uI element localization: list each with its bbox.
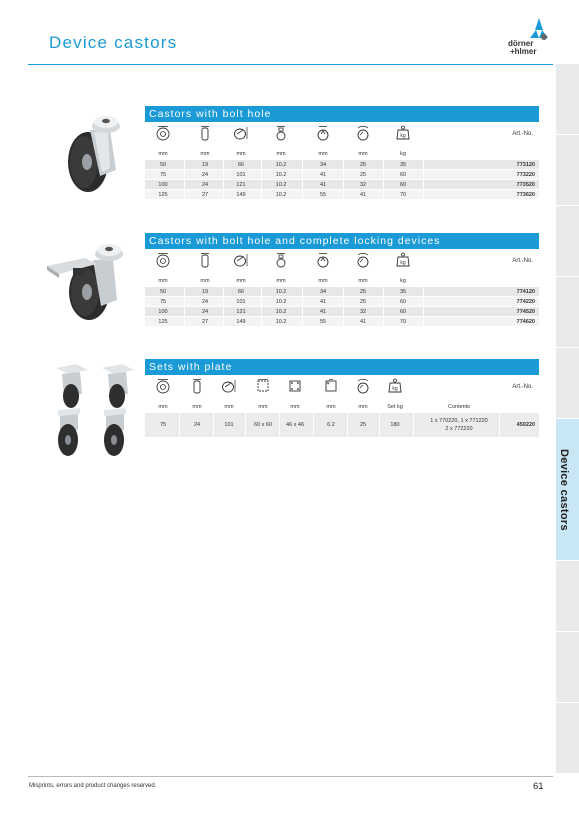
divider (343, 317, 344, 326)
svg-text:kg: kg (400, 133, 406, 139)
divider (383, 180, 384, 189)
article-number: 774120 (516, 289, 535, 295)
contents-line-2: 2 x 772220 (445, 426, 473, 432)
total-height-icon (233, 252, 249, 268)
side-tab-2[interactable] (556, 135, 579, 206)
divider (343, 180, 344, 189)
unit-radius: mm (358, 404, 368, 410)
divider (383, 317, 384, 326)
section-bolt-hole-locking (145, 233, 539, 327)
wheel-diameter-icon (155, 125, 171, 141)
divider (383, 170, 384, 179)
unit-load: kg (400, 151, 406, 157)
art-no-label: Art.-No. (512, 131, 533, 137)
cell: 10.2 (275, 162, 287, 168)
cell: 125 (158, 319, 168, 325)
cell: 10.2 (275, 289, 287, 295)
side-tab-9[interactable] (556, 703, 579, 774)
article-number: 450220 (516, 422, 535, 428)
castor-bolt-hole-photo (60, 110, 132, 196)
side-tab-7[interactable] (556, 561, 579, 632)
divider (261, 180, 262, 189)
table-row (145, 170, 539, 180)
divider (343, 297, 344, 306)
unit-offset: mm (318, 278, 328, 284)
wheel-diameter-icon (155, 378, 171, 394)
unit-radius: mm (358, 278, 368, 284)
cell: 25 (359, 422, 367, 428)
divider (184, 317, 185, 326)
cell: 100 (158, 309, 168, 315)
divider (261, 287, 262, 296)
art-no-label: Art.-No. (512, 258, 533, 264)
footer-rule (28, 776, 553, 777)
divider (302, 180, 303, 189)
divider (184, 307, 185, 316)
section-sets-with-plate (145, 359, 539, 437)
divider (423, 160, 424, 169)
cell: 60 (399, 182, 407, 188)
unit-diameter: mm (158, 278, 168, 284)
unit-plate: mm (258, 404, 268, 410)
divider (423, 180, 424, 189)
svg-text:kg: kg (392, 386, 398, 392)
divider (223, 297, 224, 306)
cell: 50 (159, 162, 167, 168)
bolt-hole-icon (273, 125, 289, 141)
bolt-hole-size-icon (323, 378, 339, 394)
article-number: 773620 (516, 192, 535, 198)
cell: 50 (159, 289, 167, 295)
offset-icon (315, 125, 331, 141)
cell: 10.2 (275, 172, 287, 178)
cell: 10.2 (275, 319, 287, 325)
cell: 24 (201, 172, 209, 178)
cell: 32 (359, 309, 367, 315)
wheel-diameter-icon (155, 252, 171, 268)
divider (184, 297, 185, 306)
divider (223, 287, 224, 296)
divider (302, 170, 303, 179)
divider (223, 307, 224, 316)
cell: 66 (237, 289, 245, 295)
icon-header-row (145, 249, 539, 276)
divider (261, 297, 262, 306)
divider (343, 287, 344, 296)
cell: 60 (399, 309, 407, 315)
cell: 25 (359, 162, 367, 168)
cell: 149 (236, 192, 246, 198)
cell: 121 (236, 182, 246, 188)
divider (261, 317, 262, 326)
wheel-width-icon (197, 125, 213, 141)
unit-load: kg (400, 278, 406, 284)
unit-diameter: mm (158, 404, 168, 410)
cell: 101 (236, 299, 246, 305)
art-no-label: Art.-No. (512, 384, 533, 390)
icon-header-row (145, 122, 539, 149)
contents-cell (421, 417, 497, 433)
cell: 60 (399, 299, 407, 305)
divider (383, 190, 384, 199)
divider (413, 413, 414, 437)
article-number: 773520 (516, 182, 535, 188)
side-tab-1[interactable] (556, 64, 579, 135)
cell: 41 (359, 192, 367, 198)
logo-line-2: +hlmer (510, 47, 537, 56)
cell: 24 (201, 299, 209, 305)
page-number: 61 (533, 781, 544, 792)
unit-bolt-hole: mm (326, 404, 336, 410)
table-row (145, 307, 539, 317)
side-tab-5[interactable] (556, 348, 579, 419)
icon-header-row (145, 375, 539, 402)
divider (423, 190, 424, 199)
section-bolt-hole (145, 106, 539, 200)
article-number: 773120 (516, 162, 535, 168)
cell: 75 (159, 172, 167, 178)
cell: 60 x 60 (253, 422, 273, 428)
cell: 24 (201, 182, 209, 188)
unit-hole-spacing: mm (290, 404, 300, 410)
divider (184, 190, 185, 199)
cell: 34 (319, 289, 327, 295)
divider (302, 317, 303, 326)
cell: 60 (399, 172, 407, 178)
cell: 70 (399, 319, 407, 325)
divider (261, 170, 262, 179)
footer-disclaimer: Misprints, errors and product changes reserved. (29, 783, 157, 789)
divider (343, 307, 344, 316)
table-row (145, 180, 539, 190)
sets-with-plate-photo (50, 362, 140, 458)
divider (383, 297, 384, 306)
cell: 101 (236, 172, 246, 178)
unit-height: mm (224, 404, 234, 410)
cell: 19 (201, 162, 209, 168)
divider (302, 297, 303, 306)
divider (261, 190, 262, 199)
table-row (145, 317, 539, 327)
swivel-radius-icon (355, 125, 371, 141)
set-load-capacity-icon (387, 378, 403, 394)
divider (343, 160, 344, 169)
cell: 101 (224, 422, 234, 428)
total-height-icon (221, 378, 237, 394)
unit-width: mm (200, 151, 210, 157)
divider (499, 413, 500, 437)
cell: 10.2 (275, 182, 287, 188)
unit-width: mm (200, 278, 210, 284)
cell: 10.2 (275, 309, 287, 315)
divider (302, 307, 303, 316)
divider (423, 317, 424, 326)
brand-logo (500, 18, 552, 62)
divider (223, 180, 224, 189)
divider (184, 170, 185, 179)
cell: 25 (359, 299, 367, 305)
unit-contents: Contents (447, 404, 470, 410)
unit-height: mm (236, 278, 246, 284)
section-title: Castors with bolt hole (145, 106, 539, 122)
cell: 10.2 (275, 299, 287, 305)
table-row (145, 190, 539, 200)
load-capacity-icon (395, 252, 411, 268)
divider (223, 317, 224, 326)
cell: 35 (399, 162, 407, 168)
cell: 24 (201, 309, 209, 315)
divider (223, 190, 224, 199)
section-title: Sets with plate (145, 359, 539, 375)
cell: 125 (158, 192, 168, 198)
cell: 6.2 (327, 422, 335, 428)
wheel-width-icon (189, 378, 205, 394)
divider (423, 297, 424, 306)
logo-line-1: dörner (508, 39, 534, 48)
divider (223, 160, 224, 169)
section-title: Castors with bolt hole and complete locking devices (145, 233, 539, 249)
divider (423, 287, 424, 296)
unit-set-load: Set kg (387, 404, 403, 410)
units-row (145, 149, 539, 160)
unit-offset: mm (318, 151, 328, 157)
cell: 75 (159, 422, 167, 428)
cell: 70 (399, 192, 407, 198)
cell: 46 x 46 (285, 422, 305, 428)
divider (302, 287, 303, 296)
side-tab-4[interactable] (556, 277, 579, 348)
divider (383, 307, 384, 316)
cell: 149 (236, 319, 246, 325)
offset-icon (315, 252, 331, 268)
divider (383, 287, 384, 296)
cell: 24 (193, 422, 201, 428)
cell: 41 (319, 309, 327, 315)
article-number: 774220 (516, 299, 535, 305)
cell: 41 (319, 172, 327, 178)
article-number: 774520 (516, 309, 535, 315)
header-rule (28, 64, 553, 65)
cell: 41 (319, 182, 327, 188)
page-title: Device castors (49, 33, 178, 52)
table-row (145, 297, 539, 307)
unit-diameter: mm (158, 151, 168, 157)
divider (184, 287, 185, 296)
cell: 66 (237, 162, 245, 168)
cell: 55 (319, 319, 327, 325)
unit-radius: mm (358, 151, 368, 157)
divider (343, 170, 344, 179)
article-number: 773220 (516, 172, 535, 178)
load-capacity-icon (395, 125, 411, 141)
contents-line-1: 1 x 770220, 1 x 771220 (430, 418, 488, 424)
divider (261, 307, 262, 316)
divider (302, 190, 303, 199)
side-tab-strip (556, 64, 579, 744)
unit-width: mm (192, 404, 202, 410)
side-tab-device-castors[interactable] (556, 419, 579, 561)
castor-locking-photo (45, 238, 137, 324)
units-row (145, 402, 539, 413)
side-tab-label: Device castors (558, 449, 570, 531)
cell: 10.2 (275, 192, 287, 198)
wheel-width-icon (197, 252, 213, 268)
cell: 34 (319, 162, 327, 168)
cell: 180 (390, 422, 400, 428)
cell: 100 (158, 182, 168, 188)
divider (423, 307, 424, 316)
swivel-radius-icon (355, 378, 371, 394)
cell: 19 (201, 289, 209, 295)
cell: 75 (159, 299, 167, 305)
divider (184, 180, 185, 189)
cell: 41 (319, 299, 327, 305)
side-tab-8[interactable] (556, 632, 579, 703)
divider (261, 160, 262, 169)
unit-bolt: mm (276, 151, 286, 157)
article-number: 774620 (516, 319, 535, 325)
plate-size-icon (255, 378, 271, 394)
divider (343, 190, 344, 199)
divider (184, 160, 185, 169)
unit-height: mm (236, 151, 246, 157)
table-row (145, 160, 539, 170)
total-height-icon (233, 125, 249, 141)
hole-spacing-icon (287, 378, 303, 394)
divider (383, 160, 384, 169)
cell: 27 (201, 192, 209, 198)
divider (423, 170, 424, 179)
table-row (145, 287, 539, 297)
cell: 55 (319, 192, 327, 198)
svg-text:kg: kg (400, 260, 406, 266)
cell: 25 (359, 289, 367, 295)
cell: 35 (399, 289, 407, 295)
table-row (145, 413, 539, 437)
cell: 121 (236, 309, 246, 315)
cell: 32 (359, 182, 367, 188)
swivel-radius-icon (355, 252, 371, 268)
unit-bolt: mm (276, 278, 286, 284)
cell: 41 (359, 319, 367, 325)
divider (223, 170, 224, 179)
cell: 27 (201, 319, 209, 325)
side-tab-3[interactable] (556, 206, 579, 277)
cell: 25 (359, 172, 367, 178)
divider (302, 160, 303, 169)
bolt-hole-icon (273, 252, 289, 268)
units-row (145, 276, 539, 287)
